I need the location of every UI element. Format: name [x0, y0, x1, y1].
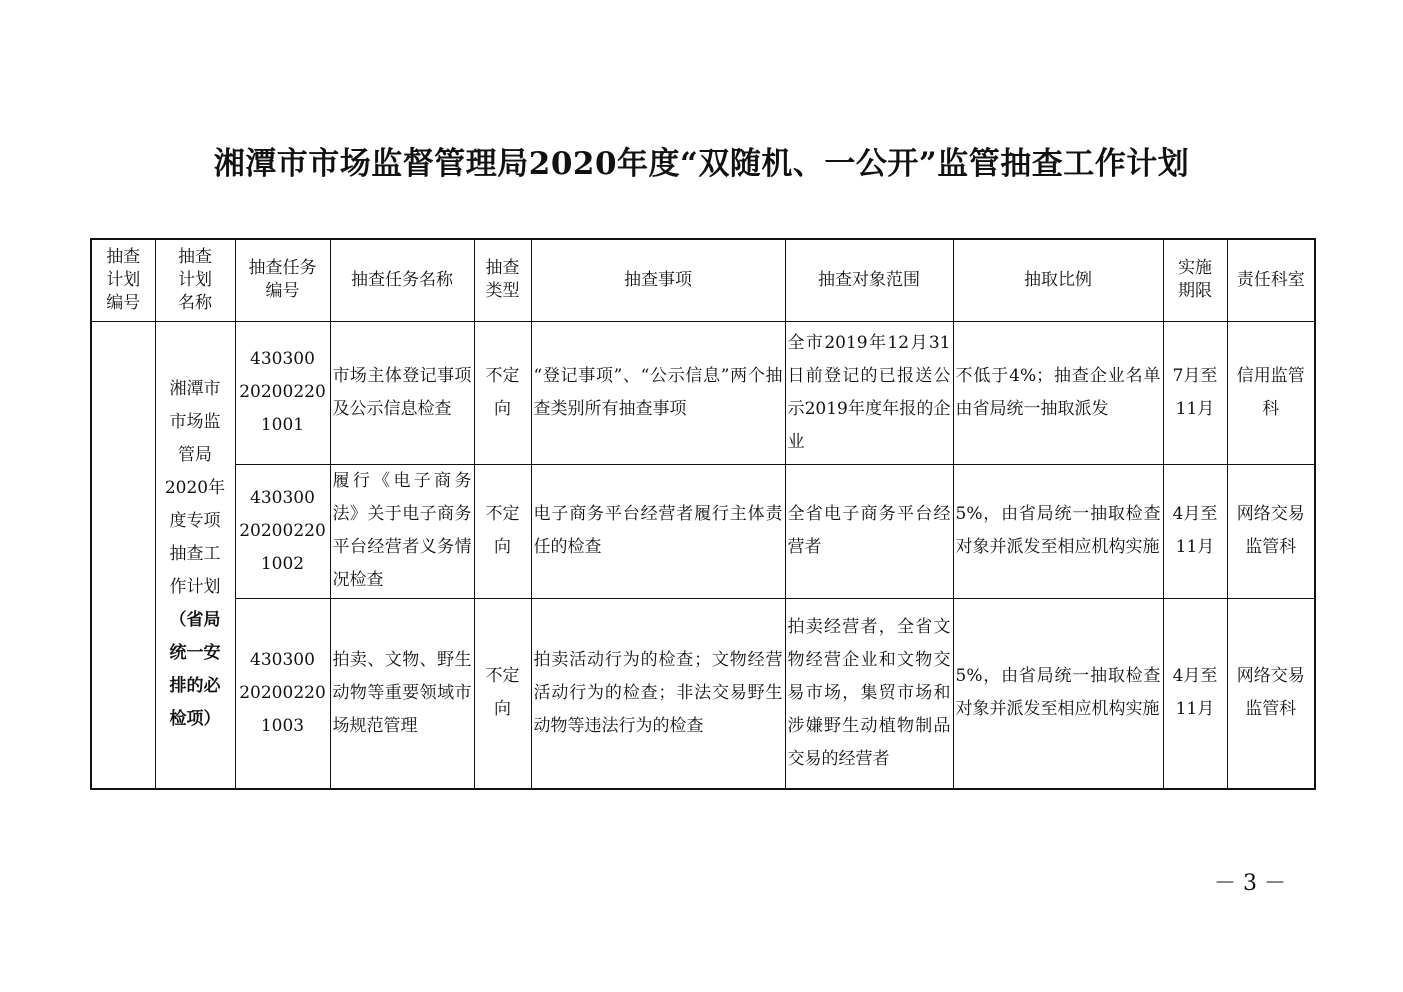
header-period: 实施 期限 — [1163, 239, 1227, 321]
responsible-dept-cell: 网络交易 监管科 — [1227, 598, 1315, 789]
period-cell: 4月至 11月 — [1163, 464, 1227, 598]
header-row — [91, 239, 1315, 321]
responsible-dept-cell: 网络交易 监管科 — [1227, 464, 1315, 598]
plan-name: 湘潭市 市场监 管局 2020年 度专项 抽查工 作计划 — [164, 379, 226, 598]
table-row — [91, 598, 1315, 789]
table-row — [91, 464, 1315, 598]
check-items-cell: “登记事项”、“公示信息”两个抽查类别所有抽查事项 — [531, 321, 785, 464]
page-number: － 3 － — [1214, 871, 1286, 896]
plan-number-cell — [91, 321, 155, 789]
check-type-cell: 不定 向 — [474, 598, 531, 789]
check-items-cell: 拍卖活动行为的检查；文物经营活动行为的检查；非法交易野生动物等违法行为的检查 — [531, 598, 785, 789]
task-number-cell: 430300 20200220 1003 — [235, 598, 330, 789]
header-plan-number: 抽查 计划 编号 — [91, 239, 155, 321]
task-name-cell: 履行《电子商务法》关于电子商务平台经营者义务情况检查 — [330, 464, 474, 598]
target-scope-cell: 全省电子商务平台经营者 — [785, 464, 953, 598]
header-check-type: 抽查 类型 — [474, 239, 531, 321]
header-sampling-ratio: 抽取比例 — [953, 239, 1163, 321]
target-scope-cell: 拍卖经营者，全省文物经营企业和文物交易市场，集贸市场和涉嫌野生动植物制品交易的经营者 — [785, 598, 953, 789]
responsible-dept-cell: 信用监管 科 — [1227, 321, 1315, 464]
plan-table — [90, 238, 1316, 790]
header-task-number: 抽查任务 编号 — [235, 239, 330, 321]
sampling-ratio-cell: 5%，由省局统一抽取检查对象并派发至相应机构实施 — [953, 464, 1163, 598]
header-task-name: 抽查任务名称 — [330, 239, 474, 321]
period-cell: 4月至 11月 — [1163, 598, 1227, 789]
plan-name-cell — [155, 321, 235, 789]
header-check-items: 抽查事项 — [531, 239, 785, 321]
check-items-cell: 电子商务平台经营者履行主体责任的检查 — [531, 464, 785, 598]
task-number-cell: 430300 20200220 1002 — [235, 464, 330, 598]
sampling-ratio-cell: 不低于4%；抽查企业名单由省局统一抽取派发 — [953, 321, 1163, 464]
header-target-scope: 抽查对象范围 — [785, 239, 953, 321]
table-row — [91, 321, 1315, 464]
check-type-cell: 不定 向 — [474, 321, 531, 464]
task-name-cell: 拍卖、文物、野生动物等重要领域市场规范管理 — [330, 598, 474, 789]
header-plan-name: 抽查 计划 名称 — [155, 239, 235, 321]
task-number-cell: 430300 20200220 1001 — [235, 321, 330, 464]
page-title: 湘潭市市场监督管理局2020年度“双随机、一公开”监管抽查工作计划 — [213, 146, 1190, 182]
header-responsible-dept: 责任科室 — [1227, 239, 1315, 321]
task-name-cell: 市场主体登记事项及公示信息检查 — [330, 321, 474, 464]
check-type-cell: 不定 向 — [474, 464, 531, 598]
period-cell: 7月至 11月 — [1163, 321, 1227, 464]
plan-name-note: （省局 统一安 排的必 检项） — [169, 610, 221, 730]
sampling-ratio-cell: 5%，由省局统一抽取检查对象并派发至相应机构实施 — [953, 598, 1163, 789]
target-scope-cell: 全市2019年12月31日前登记的已报送公示2019年度年报的企业 — [785, 321, 953, 464]
